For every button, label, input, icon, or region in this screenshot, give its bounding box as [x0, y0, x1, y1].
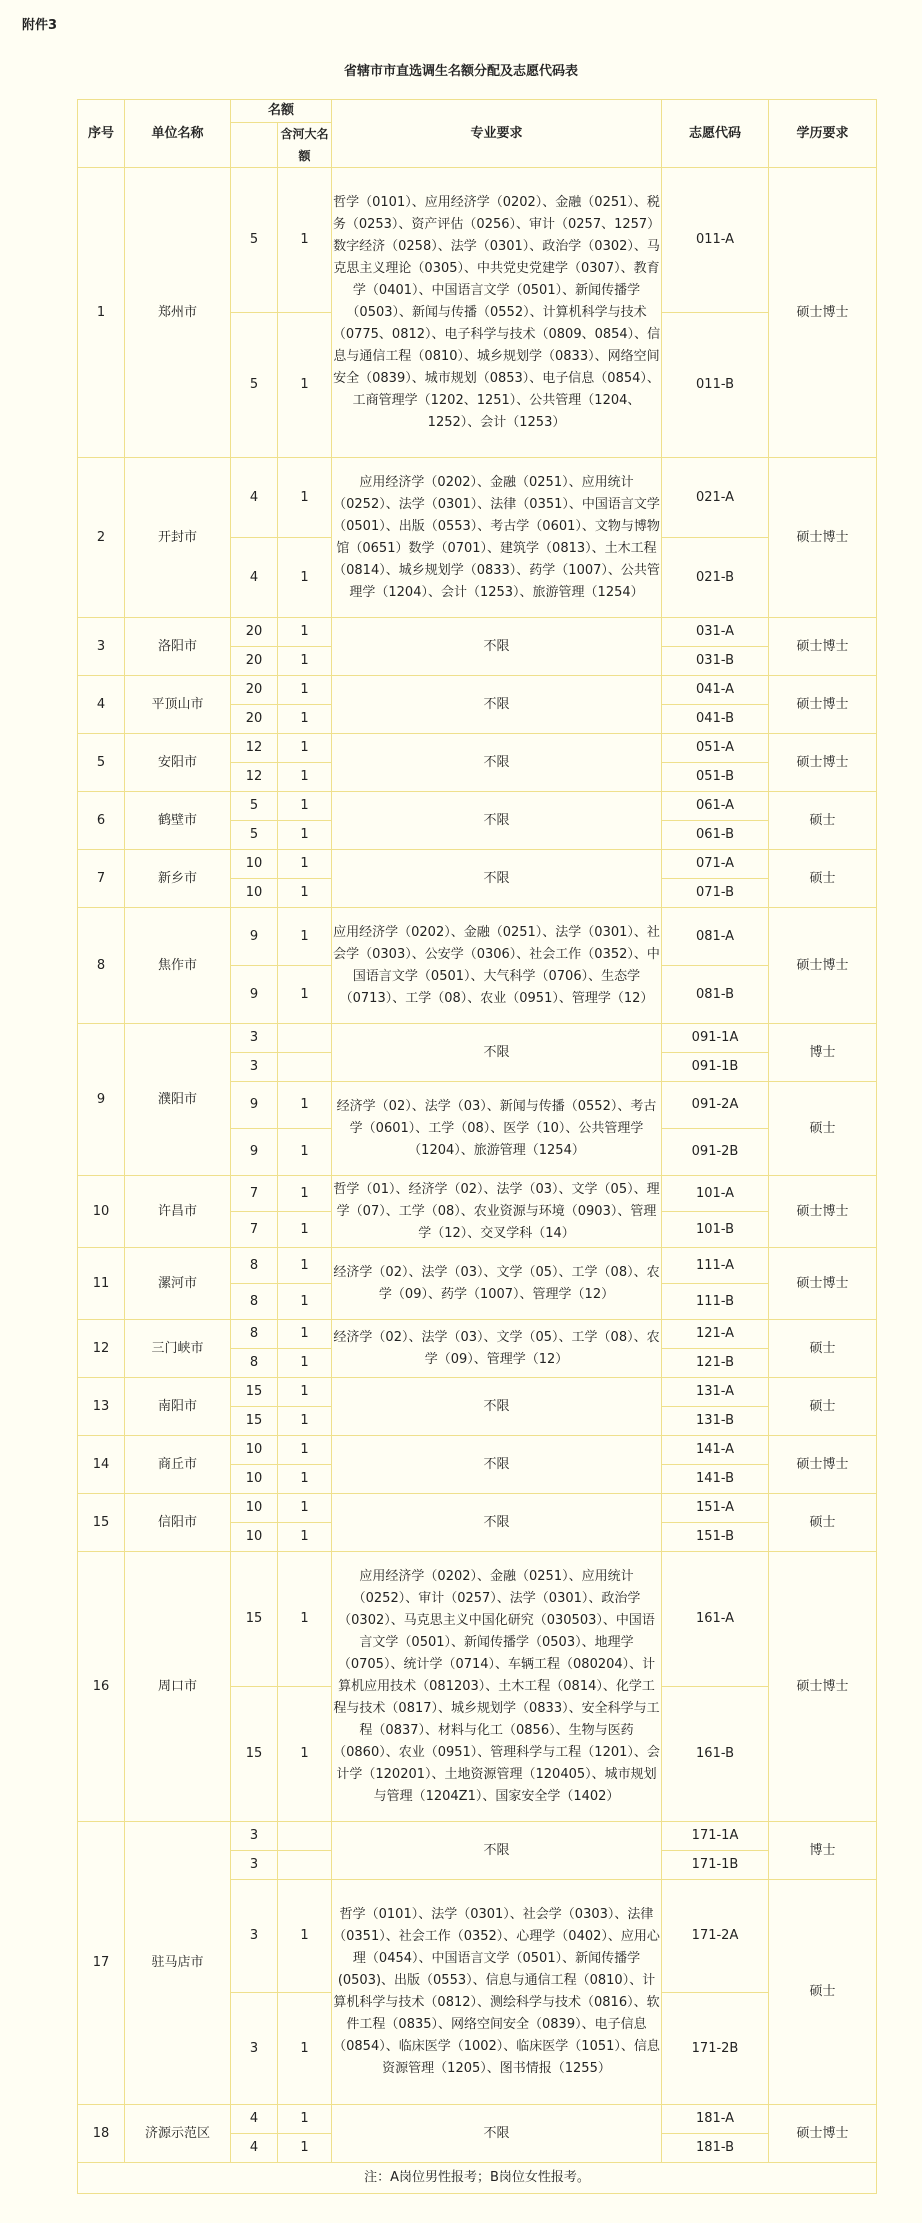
- quota-cell: 4: [231, 2134, 278, 2163]
- table-row: [78, 734, 877, 763]
- unit-name-cell: 信阳市: [125, 1494, 231, 1552]
- quota-cell: 4: [231, 458, 278, 538]
- application-code-cell: 161-B: [662, 1687, 769, 1822]
- henan-univ-quota-cell: 1: [278, 676, 332, 705]
- education-requirement-cell: 硕士博士: [769, 1248, 877, 1320]
- major-requirement-cell: 应用经济学（0202）、金融（0251）、应用统计（0252）、审计（0257）、法学（0301）、政治学（0302）、马克思主义中国化研究（030503）、中国语言文学（0501）、新闻传播学（0503）、地理学（0705）、统计学（0714）、车辆工程（080204）、计算机应用技术（081203）、土木工程（0814）、化学工程与技术（0817）、城乡规划学（0833）、安全科学与工程（0837）、材料与化工（0856）、生物与医药（0860）、农业（0951）、管理科学与工程（1201）、会计学（120201）、土地资源管理（120405）、城市规划与管理（1204Z1）、国家安全学（1402）: [332, 1552, 662, 1822]
- attachment-label: 附件3: [22, 18, 58, 33]
- table-body: [78, 168, 877, 2163]
- application-code-cell: 021-A: [662, 458, 769, 538]
- table-row: [78, 1378, 877, 1407]
- quota-cell: 20: [231, 676, 278, 705]
- henan-univ-quota-cell: [278, 1024, 332, 1053]
- quota-cell: 15: [231, 1407, 278, 1436]
- henan-univ-quota-cell: 1: [278, 1552, 332, 1687]
- header-unit: 单位名称: [125, 100, 231, 168]
- application-code-cell: 081-A: [662, 908, 769, 966]
- header-edu: 学历要求: [769, 100, 877, 168]
- unit-name-cell: 鹤壁市: [125, 792, 231, 850]
- education-requirement-cell: 硕士: [769, 850, 877, 908]
- header-seq: 序号: [78, 100, 125, 168]
- quota-cell: 10: [231, 850, 278, 879]
- henan-univ-quota-cell: 1: [278, 1248, 332, 1284]
- table-row: [78, 1494, 877, 1523]
- header-code: 志愿代码: [662, 100, 769, 168]
- quota-cell: 5: [231, 792, 278, 821]
- application-code-cell: 091-2A: [662, 1082, 769, 1129]
- table-note: 注：A岗位男性报考；B岗位女性报考。: [78, 2163, 877, 2194]
- application-code-cell: 031-B: [662, 647, 769, 676]
- education-requirement-cell: 硕士博士: [769, 618, 877, 676]
- education-requirement-cell: 硕士: [769, 1494, 877, 1552]
- quota-cell: 5: [231, 821, 278, 850]
- henan-univ-quota-cell: 1: [278, 1284, 332, 1320]
- application-code-cell: 051-B: [662, 763, 769, 792]
- unit-name-cell: 许昌市: [125, 1176, 231, 1248]
- education-requirement-cell: 硕士: [769, 1082, 877, 1176]
- quota-cell: 10: [231, 879, 278, 908]
- seq-cell: 12: [78, 1320, 125, 1378]
- quota-table: [77, 99, 877, 2194]
- application-code-cell: 181-A: [662, 2105, 769, 2134]
- quota-cell: 12: [231, 763, 278, 792]
- application-code-cell: 071-B: [662, 879, 769, 908]
- quota-cell: 15: [231, 1552, 278, 1687]
- henan-univ-quota-cell: 1: [278, 1407, 332, 1436]
- major-requirement-cell: 哲学（0101）、应用经济学（0202）、金融（0251）、税务（0253）、资产评估（0256）、审计（0257、1257）数字经济（0258）、法学（0301）、政治学（0302）、马克思主义理论（0305）、中共党史党建学（0307）、教育学（0401）、中国语言文学（0501）、新闻传播学（0503）、新闻与传播（0552）、计算机科学与技术（0775、0812）、电子科学与技术（0809、0854）、信息与通信工程（0810）、城乡规划学（0833）、网络空间安全（0839）、城市规划（0853）、电子信息（0854）、工商管理学（1202、1251）、公共管理（1204、1252）、会计（1253）: [332, 168, 662, 458]
- quota-cell: 7: [231, 1176, 278, 1212]
- henan-univ-quota-cell: 1: [278, 1082, 332, 1129]
- major-requirement-cell: 不限: [332, 792, 662, 850]
- unit-name-cell: 安阳市: [125, 734, 231, 792]
- table-row: [78, 1248, 877, 1284]
- unit-name-cell: 濮阳市: [125, 1024, 231, 1176]
- application-code-cell: 151-B: [662, 1523, 769, 1552]
- henan-univ-quota-cell: 1: [278, 1129, 332, 1176]
- quota-cell: 20: [231, 618, 278, 647]
- quota-cell: 8: [231, 1349, 278, 1378]
- table-row: [78, 792, 877, 821]
- henan-univ-quota-cell: [278, 1851, 332, 1880]
- quota-cell: 5: [231, 168, 278, 313]
- unit-name-cell: 南阳市: [125, 1378, 231, 1436]
- henan-univ-quota-cell: 1: [278, 1880, 332, 1993]
- application-code-cell: 021-B: [662, 538, 769, 618]
- henan-univ-quota-cell: 1: [278, 2134, 332, 2163]
- major-requirement-cell: 不限: [332, 1378, 662, 1436]
- education-requirement-cell: 硕士博士: [769, 1176, 877, 1248]
- application-code-cell: 081-B: [662, 966, 769, 1024]
- seq-cell: 18: [78, 2105, 125, 2163]
- henan-univ-quota-cell: 1: [278, 1494, 332, 1523]
- table-row: [78, 168, 877, 313]
- henan-univ-quota-cell: 1: [278, 1523, 332, 1552]
- education-requirement-cell: 硕士博士: [769, 168, 877, 458]
- henan-univ-quota-cell: 1: [278, 2105, 332, 2134]
- quota-cell: 20: [231, 705, 278, 734]
- application-code-cell: 091-1A: [662, 1024, 769, 1053]
- table-row: [78, 618, 877, 647]
- quota-cell: 10: [231, 1465, 278, 1494]
- quota-cell: 9: [231, 1129, 278, 1176]
- major-requirement-cell: 经济学（02）、法学（03）、文学（05）、工学（08）、农学（09）、药学（1007）、管理学（12）: [332, 1248, 662, 1320]
- unit-name-cell: 漯河市: [125, 1248, 231, 1320]
- seq-cell: 1: [78, 168, 125, 458]
- application-code-cell: 061-B: [662, 821, 769, 850]
- application-code-cell: 091-2B: [662, 1129, 769, 1176]
- unit-name-cell: 洛阳市: [125, 618, 231, 676]
- application-code-cell: 061-A: [662, 792, 769, 821]
- table-row: [78, 1024, 877, 1053]
- education-requirement-cell: 硕士博士: [769, 458, 877, 618]
- henan-univ-quota-cell: 1: [278, 850, 332, 879]
- major-requirement-cell: 哲学（01）、经济学（02）、法学（03）、文学（05）、理学（07）、工学（08）、农业资源与环境（0903）、管理学（12）、交叉学科（14）: [332, 1176, 662, 1248]
- quota-cell: 3: [231, 1822, 278, 1851]
- henan-univ-quota-cell: 1: [278, 763, 332, 792]
- education-requirement-cell: 博士: [769, 1822, 877, 1880]
- application-code-cell: 101-B: [662, 1212, 769, 1248]
- seq-cell: 3: [78, 618, 125, 676]
- major-requirement-cell: 不限: [332, 734, 662, 792]
- header-quota: 名额: [231, 100, 332, 123]
- major-requirement-cell: 经济学（02）、法学（03）、文学（05）、工学（08）、农学（09）、管理学（12）: [332, 1320, 662, 1378]
- application-code-cell: 171-1B: [662, 1851, 769, 1880]
- major-requirement-cell: 哲学（0101）、法学（0301）、社会学（0303）、法律（0351）、社会工作（0352）、心理学（0402）、应用心理（0454）、中国语言文学（0501）、新闻传播学(0503)、出版（0553）、信息与通信工程（0810）、计算机科学与技术（0812）、测绘科学与技术（0816）、软件工程（0835）、网络空间安全（0839）、电子信息（0854）、临床医学（1002）、临床医学（1051）、信息资源管理（1205）、图书情报（1255）: [332, 1880, 662, 2105]
- henan-univ-quota-cell: 1: [278, 1212, 332, 1248]
- quota-cell: 20: [231, 647, 278, 676]
- unit-name-cell: 新乡市: [125, 850, 231, 908]
- henan-univ-quota-cell: 1: [278, 313, 332, 458]
- application-code-cell: 141-A: [662, 1436, 769, 1465]
- header-quota-total: [231, 123, 278, 168]
- seq-cell: 5: [78, 734, 125, 792]
- unit-name-cell: 焦作市: [125, 908, 231, 1024]
- major-requirement-cell: 应用经济学（0202）、金融（0251）、应用统计（0252）、法学（0301）、法律（0351）、中国语言文学（0501）、出版（0553）、考古学（0601）、文物与博物馆（0651）数学（0701）、建筑学（0813）、土木工程（0814）、城乡规划学（0833）、药学（1007）、公共管理学（1204）、会计（1253）、旅游管理（1254）: [332, 458, 662, 618]
- henan-univ-quota-cell: 1: [278, 168, 332, 313]
- application-code-cell: 031-A: [662, 618, 769, 647]
- henan-univ-quota-cell: 1: [278, 647, 332, 676]
- henan-univ-quota-cell: 1: [278, 1176, 332, 1212]
- quota-cell: 3: [231, 1880, 278, 1993]
- major-requirement-cell: 不限: [332, 676, 662, 734]
- henan-univ-quota-cell: 1: [278, 1320, 332, 1349]
- quota-cell: 4: [231, 538, 278, 618]
- table-row: [78, 1552, 877, 1687]
- unit-name-cell: 开封市: [125, 458, 231, 618]
- table-row: [78, 908, 877, 966]
- quota-cell: 9: [231, 908, 278, 966]
- henan-univ-quota-cell: [278, 1822, 332, 1851]
- seq-cell: 13: [78, 1378, 125, 1436]
- quota-cell: 10: [231, 1494, 278, 1523]
- application-code-cell: 121-A: [662, 1320, 769, 1349]
- seq-cell: 9: [78, 1024, 125, 1176]
- major-requirement-cell: 不限: [332, 618, 662, 676]
- quota-cell: 12: [231, 734, 278, 763]
- education-requirement-cell: 硕士: [769, 1880, 877, 2105]
- header-major: 专业要求: [332, 100, 662, 168]
- quota-cell: 3: [231, 1024, 278, 1053]
- seq-cell: 16: [78, 1552, 125, 1822]
- henan-univ-quota-cell: 1: [278, 1378, 332, 1407]
- quota-cell: 15: [231, 1687, 278, 1822]
- application-code-cell: 011-B: [662, 313, 769, 458]
- major-requirement-cell: 经济学（02）、法学（03）、新闻与传播（0552）、考古学（0601）、工学（08）、医学（10）、公共管理学（1204）、旅游管理（1254）: [332, 1082, 662, 1176]
- major-requirement-cell: 不限: [332, 1436, 662, 1494]
- unit-name-cell: 驻马店市: [125, 1822, 231, 2105]
- education-requirement-cell: 硕士博士: [769, 734, 877, 792]
- table-row: [78, 850, 877, 879]
- quota-cell: 15: [231, 1378, 278, 1407]
- henan-univ-quota-cell: 1: [278, 1465, 332, 1494]
- seq-cell: 2: [78, 458, 125, 618]
- quota-cell: 7: [231, 1212, 278, 1248]
- major-requirement-cell: 不限: [332, 1024, 662, 1082]
- seq-cell: 14: [78, 1436, 125, 1494]
- quota-cell: 3: [231, 1851, 278, 1880]
- seq-cell: 17: [78, 1822, 125, 2105]
- education-requirement-cell: 硕士博士: [769, 1436, 877, 1494]
- quota-cell: 4: [231, 2105, 278, 2134]
- seq-cell: 7: [78, 850, 125, 908]
- application-code-cell: 041-A: [662, 676, 769, 705]
- table-row: [78, 2105, 877, 2134]
- seq-cell: 11: [78, 1248, 125, 1320]
- education-requirement-cell: 硕士博士: [769, 676, 877, 734]
- quota-cell: 8: [231, 1320, 278, 1349]
- application-code-cell: 161-A: [662, 1552, 769, 1687]
- application-code-cell: 041-B: [662, 705, 769, 734]
- table-row: [78, 1320, 877, 1349]
- table-header: [78, 100, 877, 168]
- application-code-cell: 121-B: [662, 1349, 769, 1378]
- education-requirement-cell: 硕士博士: [769, 1552, 877, 1822]
- quota-cell: 8: [231, 1248, 278, 1284]
- table-row: [78, 1176, 877, 1212]
- table-row: [78, 676, 877, 705]
- major-requirement-cell: 不限: [332, 850, 662, 908]
- application-code-cell: 171-2A: [662, 1880, 769, 1993]
- application-code-cell: 091-1B: [662, 1053, 769, 1082]
- henan-univ-quota-cell: 1: [278, 1436, 332, 1465]
- unit-name-cell: 济源示范区: [125, 2105, 231, 2163]
- application-code-cell: 111-A: [662, 1248, 769, 1284]
- henan-univ-quota-cell: 1: [278, 1687, 332, 1822]
- henan-univ-quota-cell: 1: [278, 821, 332, 850]
- henan-univ-quota-cell: 1: [278, 1993, 332, 2105]
- henan-univ-quota-cell: 1: [278, 538, 332, 618]
- henan-univ-quota-cell: [278, 1053, 332, 1082]
- henan-univ-quota-cell: 1: [278, 734, 332, 763]
- henan-univ-quota-cell: 1: [278, 458, 332, 538]
- henan-univ-quota-cell: 1: [278, 908, 332, 966]
- application-code-cell: 141-B: [662, 1465, 769, 1494]
- quota-cell: 5: [231, 313, 278, 458]
- henan-univ-quota-cell: 1: [278, 792, 332, 821]
- application-code-cell: 071-A: [662, 850, 769, 879]
- header-quota-henan-univ: 含河大名额: [278, 123, 332, 168]
- application-code-cell: 151-A: [662, 1494, 769, 1523]
- application-code-cell: 131-B: [662, 1407, 769, 1436]
- seq-cell: 8: [78, 908, 125, 1024]
- education-requirement-cell: 硕士: [769, 792, 877, 850]
- table-row: [78, 458, 877, 538]
- unit-name-cell: 商丘市: [125, 1436, 231, 1494]
- henan-univ-quota-cell: 1: [278, 618, 332, 647]
- application-code-cell: 011-A: [662, 168, 769, 313]
- application-code-cell: 171-1A: [662, 1822, 769, 1851]
- table-row: [78, 1436, 877, 1465]
- major-requirement-cell: 不限: [332, 1822, 662, 1880]
- major-requirement-cell: 应用经济学（0202）、金融（0251）、法学（0301）、社会学（0303）、公安学（0306）、社会工作（0352）、中国语言文学（0501）、大气科学（0706）、生态学（0713）、工学（08）、农业（0951）、管理学（12）: [332, 908, 662, 1024]
- quota-cell: 8: [231, 1284, 278, 1320]
- seq-cell: 6: [78, 792, 125, 850]
- application-code-cell: 131-A: [662, 1378, 769, 1407]
- education-requirement-cell: 硕士博士: [769, 2105, 877, 2163]
- education-requirement-cell: 硕士: [769, 1320, 877, 1378]
- unit-name-cell: 周口市: [125, 1552, 231, 1822]
- quota-cell: 10: [231, 1523, 278, 1552]
- henan-univ-quota-cell: 1: [278, 879, 332, 908]
- quota-cell: 9: [231, 966, 278, 1024]
- table-row: [78, 1822, 877, 1851]
- quota-cell: 9: [231, 1082, 278, 1129]
- education-requirement-cell: 博士: [769, 1024, 877, 1082]
- seq-cell: 15: [78, 1494, 125, 1552]
- quota-cell: 10: [231, 1436, 278, 1465]
- unit-name-cell: 三门峡市: [125, 1320, 231, 1378]
- major-requirement-cell: 不限: [332, 2105, 662, 2163]
- henan-univ-quota-cell: 1: [278, 966, 332, 1024]
- application-code-cell: 101-A: [662, 1176, 769, 1212]
- seq-cell: 10: [78, 1176, 125, 1248]
- major-requirement-cell: 不限: [332, 1494, 662, 1552]
- education-requirement-cell: 硕士: [769, 1378, 877, 1436]
- page-title: 省辖市市直选调生名额分配及志愿代码表: [343, 64, 578, 79]
- application-code-cell: 171-2B: [662, 1993, 769, 2105]
- application-code-cell: 051-A: [662, 734, 769, 763]
- seq-cell: 4: [78, 676, 125, 734]
- henan-univ-quota-cell: 1: [278, 1349, 332, 1378]
- application-code-cell: 111-B: [662, 1284, 769, 1320]
- quota-cell: 3: [231, 1993, 278, 2105]
- quota-cell: 3: [231, 1053, 278, 1082]
- education-requirement-cell: 硕士博士: [769, 908, 877, 1024]
- unit-name-cell: 郑州市: [125, 168, 231, 458]
- unit-name-cell: 平顶山市: [125, 676, 231, 734]
- application-code-cell: 181-B: [662, 2134, 769, 2163]
- henan-univ-quota-cell: 1: [278, 705, 332, 734]
